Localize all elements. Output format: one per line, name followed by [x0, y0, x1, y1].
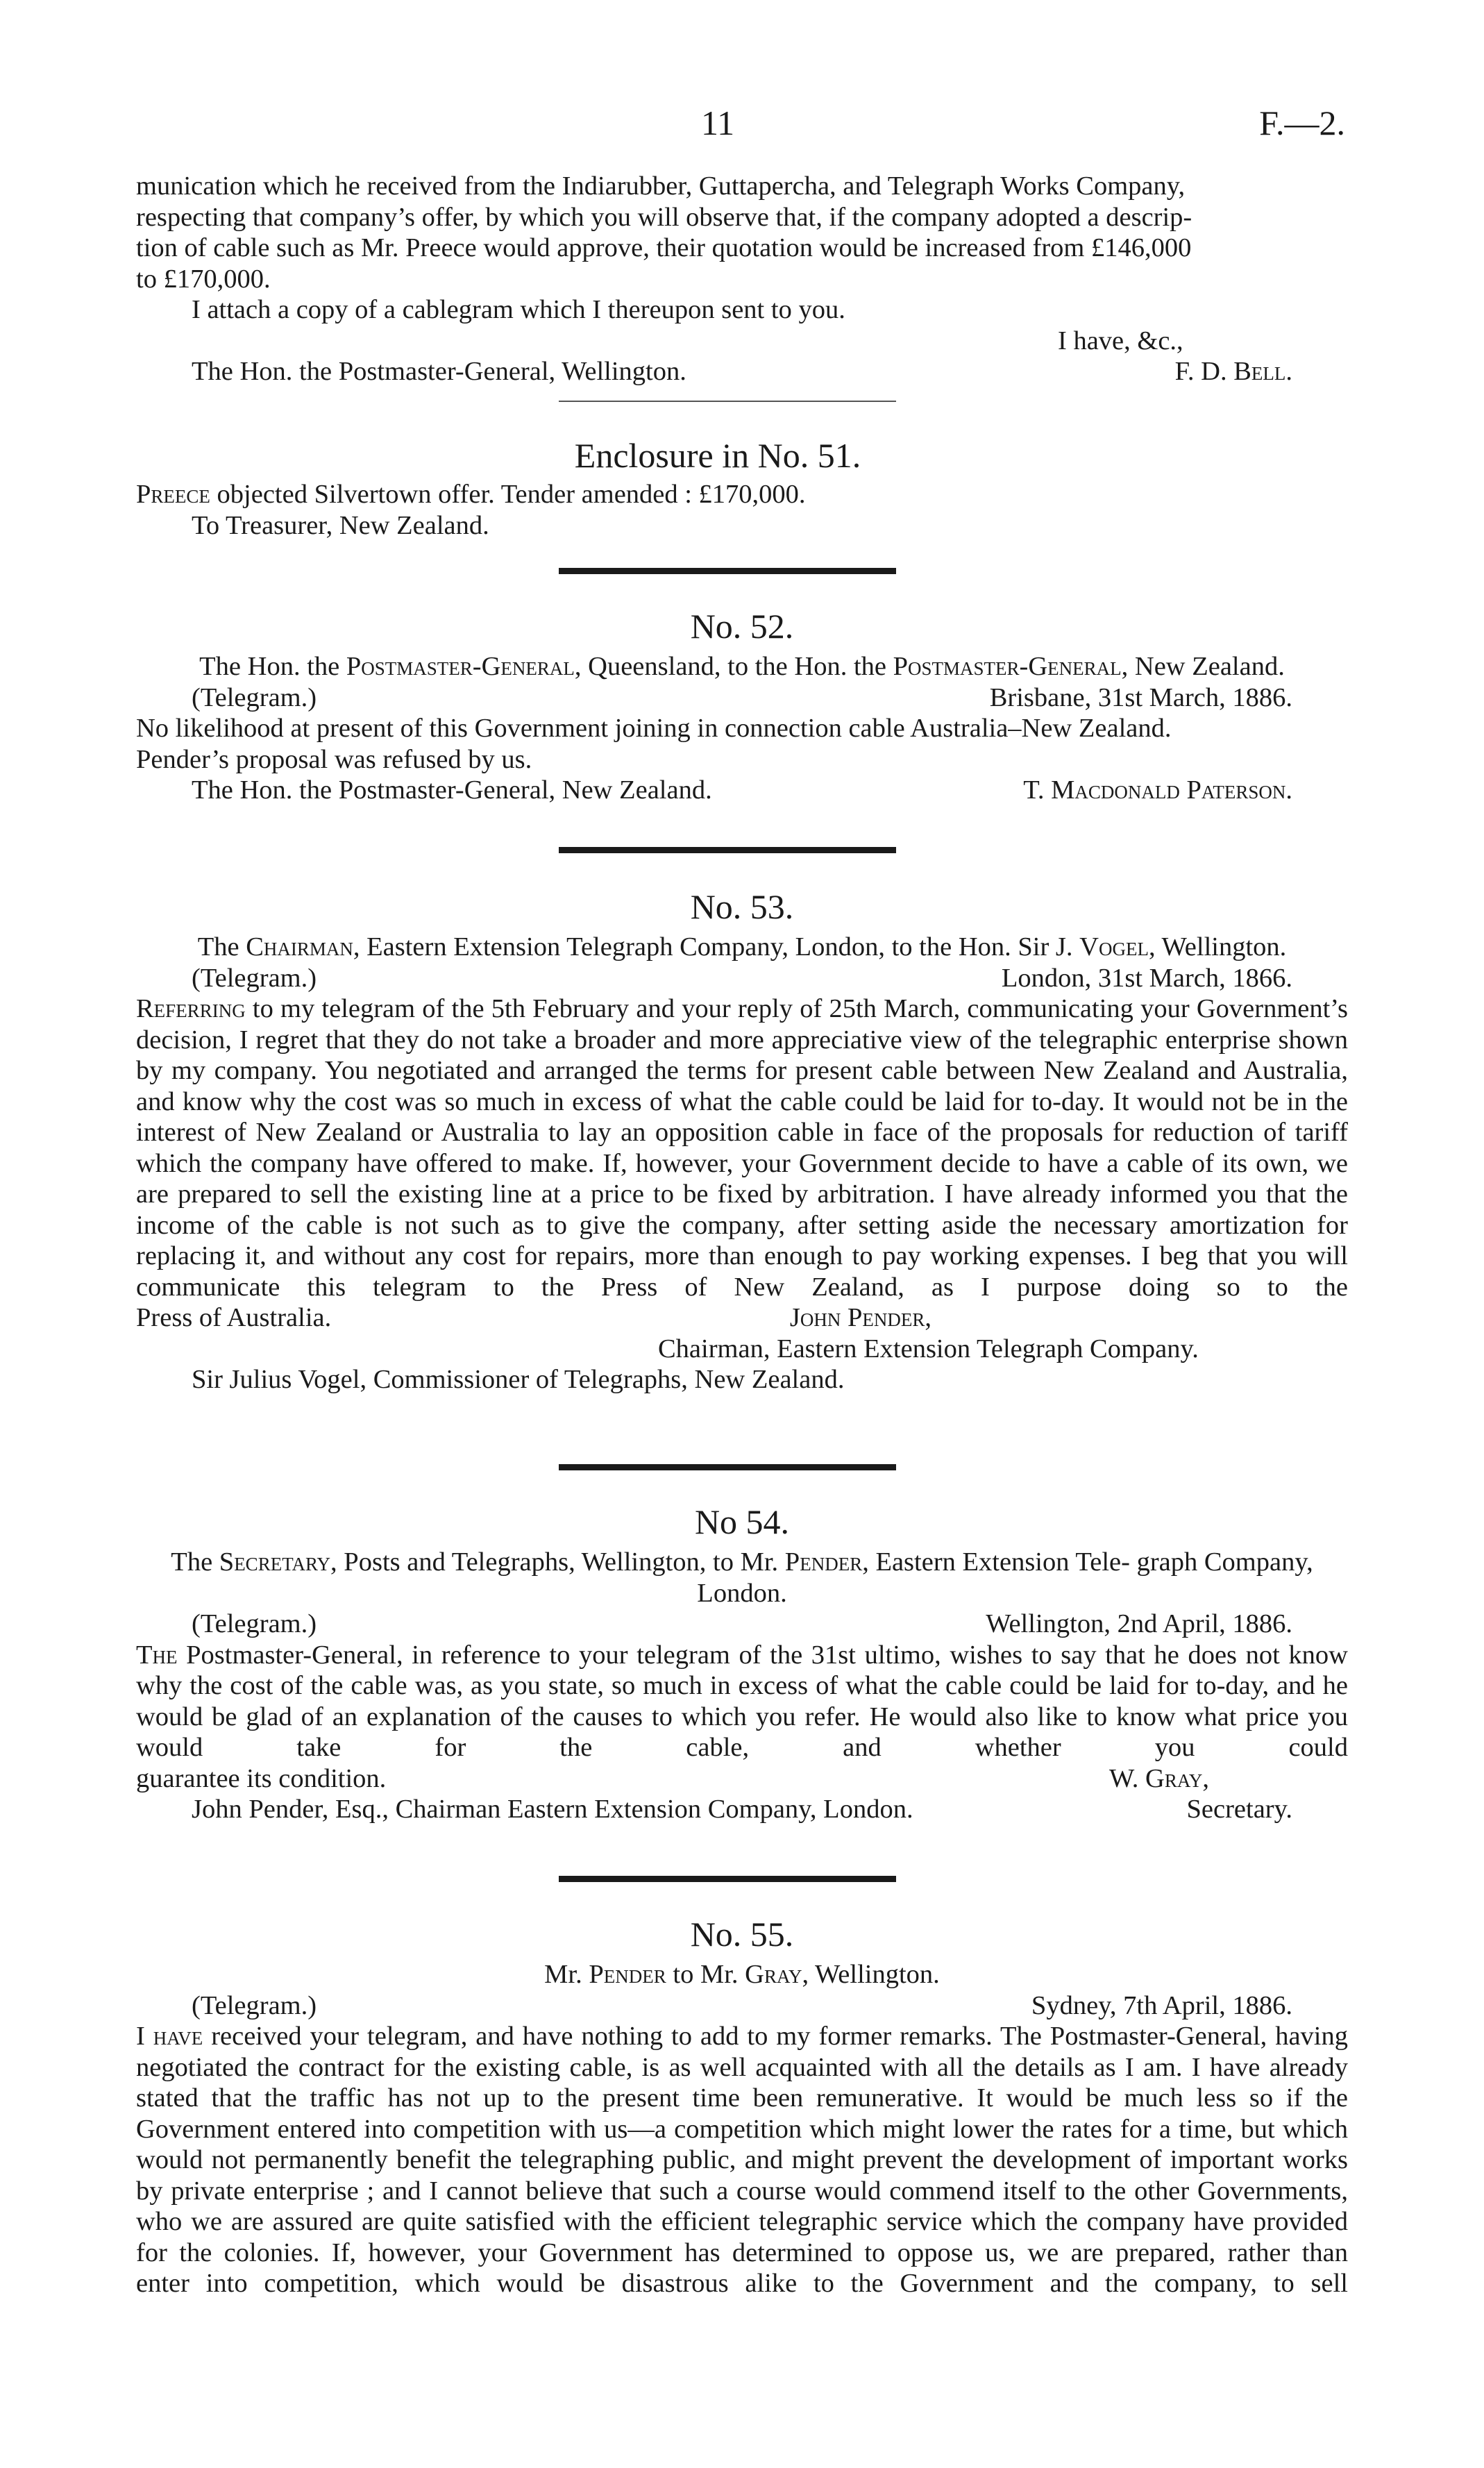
no55-body: I have received your telegram, and have nothing to add to my former remarks. The Postmaster-General, having negotiated the contract for the existing cable, is as well acquainted with all the details as I am. I have already stated that the traffic has not up to the present time been remunerative. It would be much less so if the Government entered into competition with us—a competition which might lower the rates for a time, but which would not permanently benefit the telegraphing public, and might prevent the development of important works by private enterprise ; and I cannot believe that such a course would commend itself to the other Governments, who we are assured are quite satisfied with the efficient telegraphic service which the company have provided for the colonies. If, however, your Government has determined to oppose us, we are prepared, rather than: [136, 2022, 1348, 2267]
no52-place-date: Brisbane, 31st March, 1886.: [989, 682, 1292, 712]
closing-phrase: I have, &c.,: [1058, 326, 1183, 355]
divider-rule: [559, 847, 896, 853]
no55-telegram-label: (Telegram.): [192, 1990, 317, 2020]
continuation-line: respecting that company’s offer, by which you will observe that, if the company adopted a descrip-: [136, 202, 1192, 232]
signature: F. D. Bell.: [1174, 357, 1292, 386]
item-no54: [136, 1501, 1348, 1825]
continuation-line: tion of cable such as Mr. Preece would approve, their quotation would be increased from £146,000: [136, 233, 1192, 262]
enclosure-recipient: To Treasurer, New Zealand.: [192, 510, 489, 540]
no53-signature: John Pender,: [789, 1303, 931, 1332]
no53-address: The Chairman, Eastern Extension Telegraph Company, London, to the Hon. Sir J. Vogel, Wellington.: [197, 932, 1287, 962]
no54-address: The Secretary, Posts and Telegraphs, Wellington, to Mr. Pender, Eastern Extension Tele- graph Company, London.: [171, 1547, 1313, 1608]
no55-address: Mr. Pender to Mr. Gray, Wellington.: [544, 1960, 940, 1989]
continuation-paragraph: I attach a copy of a cablegram which I thereupon sent to you.: [192, 295, 845, 324]
no55-place-date: Sydney, 7th April, 1886.: [1031, 1990, 1292, 2020]
no52-body-line: Pender’s proposal was refused by us.: [136, 744, 532, 774]
divider-rule: [559, 401, 896, 402]
no54-signature-title: Secretary.: [1186, 1795, 1292, 1824]
no53-heading: No. 53.: [690, 887, 794, 926]
no54-last-line: guarantee its condition.: [136, 1763, 387, 1793]
enclosure-text: objected Silvertown offer. Tender amended : £170,000.: [210, 480, 806, 509]
no52-telegram-label: (Telegram.): [192, 682, 317, 712]
no54-body: The Postmaster-General, in reference to your telegram of the 31st ultimo, wishes to say that he does not know why the cost of the cable was, as you state, so much in excess of what the cable could be laid for to-day, and he would be glad of an explanation of the causes to which you refer. He would also like to know what price you would take for the cable, and whether you could: [136, 1640, 1348, 1762]
no52-body-line: No likelihood at present of this Government joining in connection cable Australia–New Zealand.: [136, 714, 1172, 743]
divider-rule: [559, 1876, 896, 1882]
no54-addressee: John Pender, Esq., Chairman Eastern Extension Company, London.: [192, 1795, 913, 1824]
no53-telegram-label: (Telegram.): [192, 963, 317, 993]
no52-addressee: The Hon. the Postmaster-General, New Zealand.: [192, 775, 712, 805]
enclosure-section: [136, 435, 1348, 541]
document-reference: F.—2.: [1259, 103, 1345, 142]
continuation-line: munication which he received from the Indiarubber, Guttapercha, and Telegraph Works Company,: [136, 171, 1186, 201]
enclosure-name: Preece: [136, 480, 210, 509]
divider-rule: [559, 568, 896, 574]
item-no52: [136, 605, 1348, 806]
no53-addressee: Sir Julius Vogel, Commissioner of Telegraphs, New Zealand.: [192, 1365, 845, 1394]
continuation-section: [136, 171, 1348, 387]
no54-telegram-label: (Telegram.): [192, 1609, 317, 1638]
no52-heading: No. 52.: [690, 607, 794, 646]
no54-place-date: Wellington, 2nd April, 1886.: [986, 1609, 1292, 1638]
no53-last-line: Press of Australia.: [136, 1303, 332, 1332]
divider-rule: [559, 1464, 896, 1470]
no54-heading: No 54.: [694, 1502, 790, 1541]
no55-last-line: enter into competition, which would be disastrous alike to the Government and the company, to sell: [136, 2269, 1348, 2298]
no53-body: Referring to my telegram of the 5th February and your reply of 25th March, communicating your Government’s decision, I regret that they do not take a broader and more appreciative view of the telegraphic enterprise shown by my company. You negotiated and arranged the terms for present cable between New Zealand and Australia, and know why the cost was so much in excess of what the cable could be laid for to-day. It would not be in the interest of New Zealand or Australia to lay an opposition cable in face of the proposals for reduction of tariff which the company have offered to make. If, however, your Government decide to have a cable of its own, we are prepared to sell the existing line at a price to be fixed by arbitration. I have already informed you that the income of the cable is not such as to give the company, after setting aside the necessary amortization for replacing it, and without any cost for repairs, more than enough to pay working expenses. I beg that you will communicate this telegram to the Press of New Zealand, as I purpose doing so to the: [136, 994, 1348, 1302]
no54-signature: W. Gray,: [1108, 1763, 1209, 1793]
no52-signature: T. Macdonald Paterson.: [1023, 775, 1292, 805]
no53-place-date: London, 31st March, 1866.: [1001, 963, 1292, 993]
no52-address: The Hon. the Postmaster-General, Queensland, to the Hon. the Postmaster-General, New Zealand.: [199, 652, 1285, 681]
item-no53: [136, 886, 1348, 1395]
item-no55: [136, 1913, 1348, 2299]
no55-heading: No. 55.: [690, 1915, 794, 1954]
no53-signature-title: Chairman, Eastern Extension Telegraph Company.: [658, 1334, 1199, 1363]
page-number: 11: [701, 103, 735, 142]
continuation-line: to £170,000.: [136, 264, 271, 294]
addressee: The Hon. the Postmaster-General, Wellington.: [192, 357, 686, 386]
enclosure-heading: Enclosure in No. 51.: [574, 436, 861, 475]
